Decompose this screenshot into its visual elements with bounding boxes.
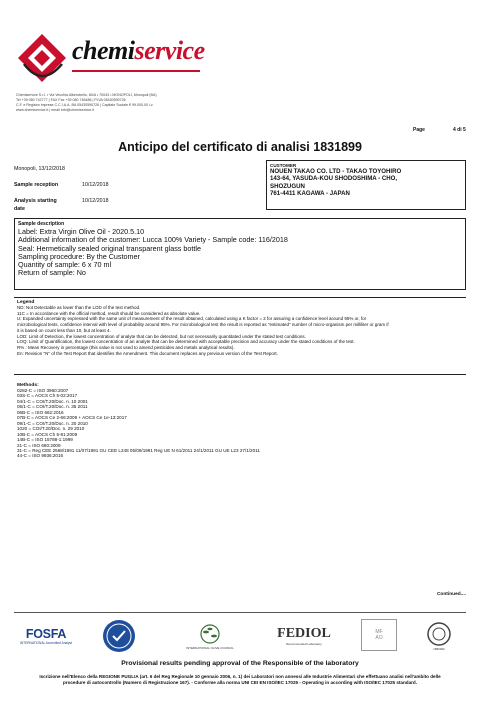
legend-heading: Legend [17, 300, 35, 305]
company-info-line-2: Tel +39 080 742777 | FAX Fax +39 080 746486 | P.IVA 05430590726 [16, 98, 126, 102]
provisional-results-notice: Provisional results pending approval of the Responsible of the laboratory [121, 660, 359, 667]
seal-number: 1899002 [433, 647, 445, 651]
fediol-name: FEDIOL [277, 626, 331, 641]
fosfa-logo [14, 619, 78, 653]
customer-line: SHOZUGUN [270, 182, 305, 190]
sample-reception-value: 10/12/2018 [82, 182, 109, 188]
sample-reception-label: Sample reception [14, 182, 59, 188]
aocs-approved-chemist-logo [98, 619, 140, 653]
accreditation-logos [14, 612, 466, 657]
registration-note [14, 674, 466, 686]
legend-line: 11C = In accordance with the official method, result should be considered as absolute value. [17, 310, 201, 316]
sample-description-line: Label: Extra Virgin Olive Oil - 2020.5.10 [18, 227, 145, 236]
customer-box [266, 160, 466, 210]
registration-note-line: procedure di autocontrollo (Numero di Registrazione 167). - Conforme alla norma UNI CEI EN ISO/IEC 17025 - Operating in according with ISO/IEC 17025 standard. [62, 680, 418, 685]
ioc-logo [172, 619, 248, 653]
logo-underline [72, 70, 200, 72]
method-line: 10B-C = AOCS Ch 5-91:2009 [17, 431, 78, 437]
fediol-subtitle: Recommended Laboratory [286, 642, 322, 646]
legend-line: En: Revision "N" of the Test Report that identifies the Amendment. This document replaces any previous version of the Test Report. [17, 350, 278, 356]
ioc-subtitle: INTERNATIONAL OLIVE COUNCIL [186, 645, 234, 650]
legend-line: U: Expanded uncertainty expressed with the same unit of measurement of the result obtained, calculated using a K factor = 2 for assuring a confidence level around 95% or, for [17, 316, 367, 322]
legend-line: LOQ: Limit of Quantification, the lowest concentration of an analyte that can be determined with acceptable precision and accuracy under the stated conditions of the test. [17, 339, 355, 345]
sample-description-line: Seal: Hermetically sealed original transparent glass bottle [18, 243, 201, 253]
legend-line: R% : Mean Recovery in percentage (this value is not used to amend pesticides and metals analytical results). [17, 344, 235, 350]
method-line: 09/1-C = COI/T.20/Doc. n. 20 2010 [17, 420, 88, 426]
page-label: Page [413, 127, 425, 133]
mf-name: MF [375, 629, 383, 635]
method-line: 03S-C = AOCS Ch 5-02:2017 [17, 393, 78, 399]
method-line: 05/1-C = COI/T.20/Doc. n. 35 2011 [17, 404, 88, 410]
customer-heading: CUSTOMER [270, 163, 297, 168]
method-line: 04/1-C = COI/T.20/Doc. n. 10 2001 [17, 398, 88, 404]
registration-note-line: Iscrizione nell'Elenco della REGIONE PUGLIA (art. 6 del Reg Regionale 10 gennaio 2006, n. 1) dei Laboratori non annessi alle Industrie Alimentari che effettuano analisi nell'ambito delle [39, 674, 441, 679]
method-line: 0282-C = ISO 3960:2007 [17, 388, 69, 393]
logo-word-service: service [134, 36, 205, 65]
fosfa-name: FOSFA [25, 627, 67, 641]
place-date: Monopoli, 13/12/2018 [14, 166, 65, 172]
method-line: 14B-C = ISO 15788-1:1999 [17, 437, 73, 443]
logo-wordmark [72, 36, 205, 66]
mf-subtitle: AO [375, 635, 383, 641]
company-info-line-1: Chemiservice S.r.l. • Via Vecchia Alberobello, 80/A • 70043 • MONOPOLI, Monopoli (BA) [16, 93, 157, 97]
sample-description-line: Additional information of the customer: Lucca 100% Variety - Sample code: 116/2018 [18, 235, 288, 245]
document-title: Anticipo del certificato di analisi 1831899 [118, 140, 362, 154]
customer-line: 761-4411 KAGAWA - JAPAN [270, 190, 350, 198]
mf-logo [361, 619, 397, 651]
customer-line: NOUEN TAKAO CO. LTD - TAKAO TOYOHIRO [270, 168, 402, 175]
analysis-starting-value: 10/12/2018 [82, 198, 109, 204]
legend-line: it is based on count less than 10, but at least 4. [17, 327, 111, 333]
methods-section [14, 381, 466, 461]
sample-description-line: Return of sample: No [18, 268, 86, 278]
legend-section [14, 297, 466, 375]
method-line: 21-C = ISO 660:2009 [17, 442, 61, 448]
methods-heading: Methods: [17, 383, 39, 388]
legend-line: LOD: Limit of Detection, the lowest concentration of analyte that can be detected, but not necessarily quantitated under the stated test conditions. [17, 333, 306, 339]
company-info-line-3: C.F. e Registro imprese C.C.I.A.A. BA 05430590726 | Capitale Sociale € 99.000,00 i.v. [16, 103, 154, 107]
continued-note: Continued.... [436, 592, 466, 597]
sample-description-line: Quantity of sample: 6 x 70 ml [18, 260, 112, 270]
sample-description-line: Sampling procedure: By the Customer [18, 251, 140, 261]
fediol-logo [269, 619, 339, 653]
olive-branch-icon [194, 623, 226, 645]
company-info-line-4: www.chemiservice.it | email info@chemiservice.it [16, 108, 95, 112]
method-line: 1020 = COI/T.20/Doc. n. 29 2010 [17, 426, 85, 432]
page-number: 4 di 5 [453, 127, 466, 133]
sample-description-box [14, 218, 466, 290]
logo-word-chemi: chemi [72, 36, 135, 65]
analysis-starting-label: Analysis starting [14, 198, 57, 204]
chemiservice-emblem-icon [12, 30, 72, 90]
fosfa-subtitle: INTERNATIONAL Accredited Analyst [19, 641, 73, 645]
method-line: 31-C = Reg CEE 2568/1991 11/07/1991 GU CEE L248 05/09/1991 Reg UE N 61/2011 24/1/2011 GU UE L23 27/1/2011 [17, 447, 260, 453]
method-line: 07B-C = AOCS Ce 2-66:2009 + AOCS Ce 1e-13:2017 [17, 415, 127, 421]
method-line: 06B-C = ISO 662:2016 [17, 409, 64, 415]
sample-description-heading: Sample description [18, 221, 65, 227]
analysis-date-label: date [14, 206, 25, 212]
accreditation-seal-logo [414, 619, 464, 653]
method-line: 44-C = ISO 9936:2016 [17, 453, 64, 459]
customer-line: 143-64, YASUDA-KOU SHODOSHIMA - CHO, [270, 175, 398, 183]
accreditation-seal-icon [425, 621, 453, 647]
legend-line: ND: Not Detectable as lower than the LOD of the test method. [17, 305, 141, 310]
legend-line: microbiological tests, confidence interval with level of probability around 95%. For microbiological test the result is reported as "estimated" number of micro-organism per milliliter or gram if [17, 322, 389, 328]
aocs-seal-icon [102, 619, 136, 653]
company-logo [12, 30, 205, 92]
